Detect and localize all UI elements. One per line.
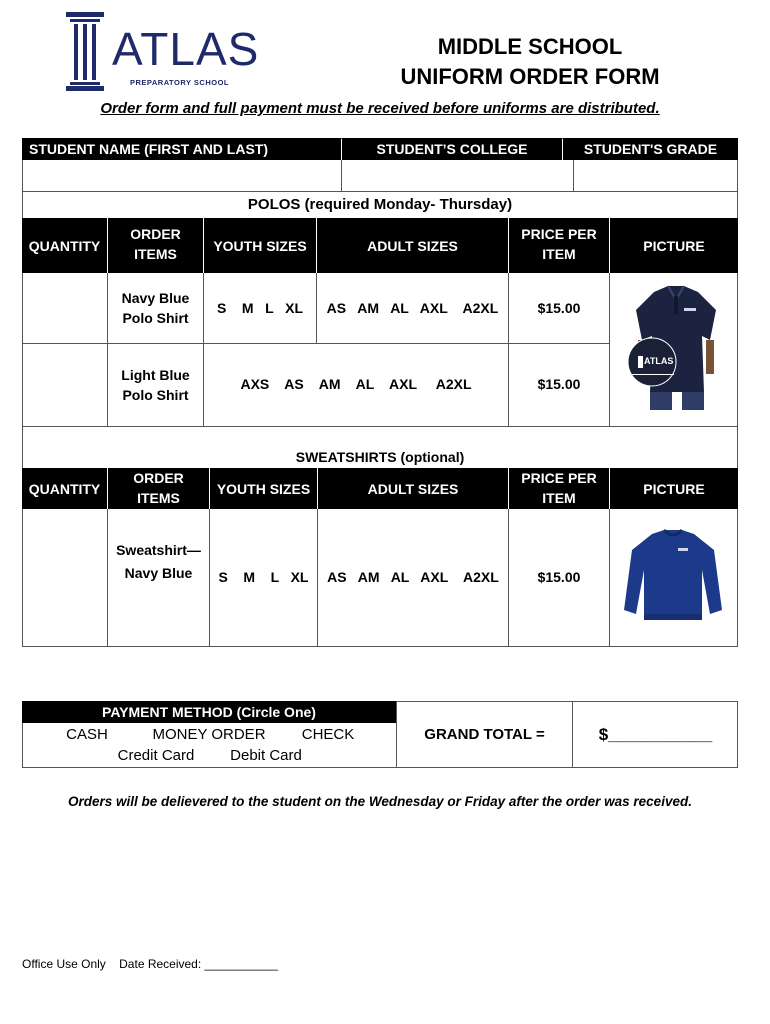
sweat-picture-header: PICTURE: [610, 468, 738, 509]
sweatshirt-youth-sizes: S M L XL: [218, 569, 309, 585]
polos-order-header-2: ITEMS: [108, 244, 203, 264]
sweatshirt-quantity-field[interactable]: [24, 511, 106, 645]
polos-adult-header: ADULT SIZES: [317, 218, 508, 273]
student-name-field[interactable]: [24, 162, 339, 190]
payment-credit-card[interactable]: Credit Card: [117, 747, 195, 764]
polo-navy-quantity-field[interactable]: [24, 275, 106, 341]
sweatshirt-adult-sizes: AS AM AL AXL A2XL: [327, 569, 499, 585]
payment-debit-card[interactable]: Debit Card: [230, 747, 302, 764]
polo-light-quantity-field[interactable]: [24, 345, 106, 425]
polo-navy-item-line1: Navy Blue: [121, 290, 190, 306]
polos-section-title: POLOS (required Monday- Thursday): [247, 196, 513, 213]
student-grade-header: STUDENT'S GRADE: [563, 138, 738, 160]
polo-light-price: $15.00: [537, 376, 581, 392]
payment-notice: Order form and full payment must be received before uniforms are distributed.: [100, 100, 660, 117]
sweat-price-header-1: PRICE PER: [509, 468, 609, 488]
polo-image-label: ATLAS: [644, 356, 674, 366]
polos-quantity-header: QUANTITY: [22, 218, 107, 273]
form-title-line2: UNIFORM ORDER FORM: [400, 64, 660, 89]
polo-navy-youth-sizes: S M L XL: [216, 300, 304, 316]
polo-shirt-image: [626, 282, 726, 414]
student-college-header: STUDENT’S COLLEGE: [342, 138, 562, 160]
polo-navy-price: $15.00: [537, 300, 581, 316]
sweat-quantity-header: QUANTITY: [22, 468, 107, 509]
sweatshirt-price: $15.00: [537, 569, 581, 585]
logo-name: ATLAS: [112, 23, 260, 75]
sweat-youth-header: YOUTH SIZES: [210, 468, 317, 509]
sweat-order-header-2: ITEMS: [108, 488, 209, 508]
form-title-line1: MIDDLE SCHOOL: [437, 34, 623, 59]
sweatshirt-image: [622, 526, 724, 626]
payment-method-header: PAYMENT METHOD (Circle One): [22, 701, 396, 723]
sweat-adult-header: ADULT SIZES: [318, 468, 508, 509]
payment-cash[interactable]: CASH: [66, 726, 108, 743]
payment-money-order[interactable]: MONEY ORDER: [152, 726, 266, 743]
logo-subtitle: PREPARATORY SCHOOL: [130, 78, 230, 87]
polo-light-item-line1: Light Blue: [121, 367, 190, 383]
grand-total-label: GRAND TOTAL =: [424, 726, 545, 743]
student-name-header: STUDENT NAME (FIRST AND LAST): [22, 138, 341, 160]
polos-youth-header: YOUTH SIZES: [204, 218, 316, 273]
office-use-note: Office Use Only Date Received: ___________: [22, 957, 278, 971]
polo-light-sizes: AXS AS AM AL AXL A2XL: [240, 376, 472, 392]
polo-light-item-line2: Polo Shirt: [122, 387, 189, 403]
sweatshirt-item-line1: Sweatshirt—: [116, 542, 201, 558]
student-college-field[interactable]: [343, 162, 571, 190]
grand-total-field[interactable]: $___________: [598, 725, 713, 744]
sweatshirt-item-line2: Navy Blue: [124, 565, 193, 581]
sweatshirts-section-title: SWEATSHIRTS (optional): [295, 449, 465, 465]
polos-price-header-2: ITEM: [509, 244, 609, 264]
polo-navy-item-line2: Polo Shirt: [122, 310, 189, 326]
delivery-note: Orders will be delievered to the student on the Wednesday or Friday after the order was received.: [68, 794, 692, 809]
polo-navy-adult-sizes: AS AM AL AXL A2XL: [326, 300, 499, 316]
student-grade-field[interactable]: [575, 162, 736, 190]
polos-picture-header: PICTURE: [610, 218, 738, 273]
sweat-price-header-2: ITEM: [509, 488, 609, 508]
payment-check[interactable]: CHECK: [301, 726, 355, 743]
polos-order-header-1: ORDER: [108, 224, 203, 244]
polos-price-header-1: PRICE PER: [509, 224, 609, 244]
sweat-order-header-1: ORDER: [108, 468, 209, 488]
